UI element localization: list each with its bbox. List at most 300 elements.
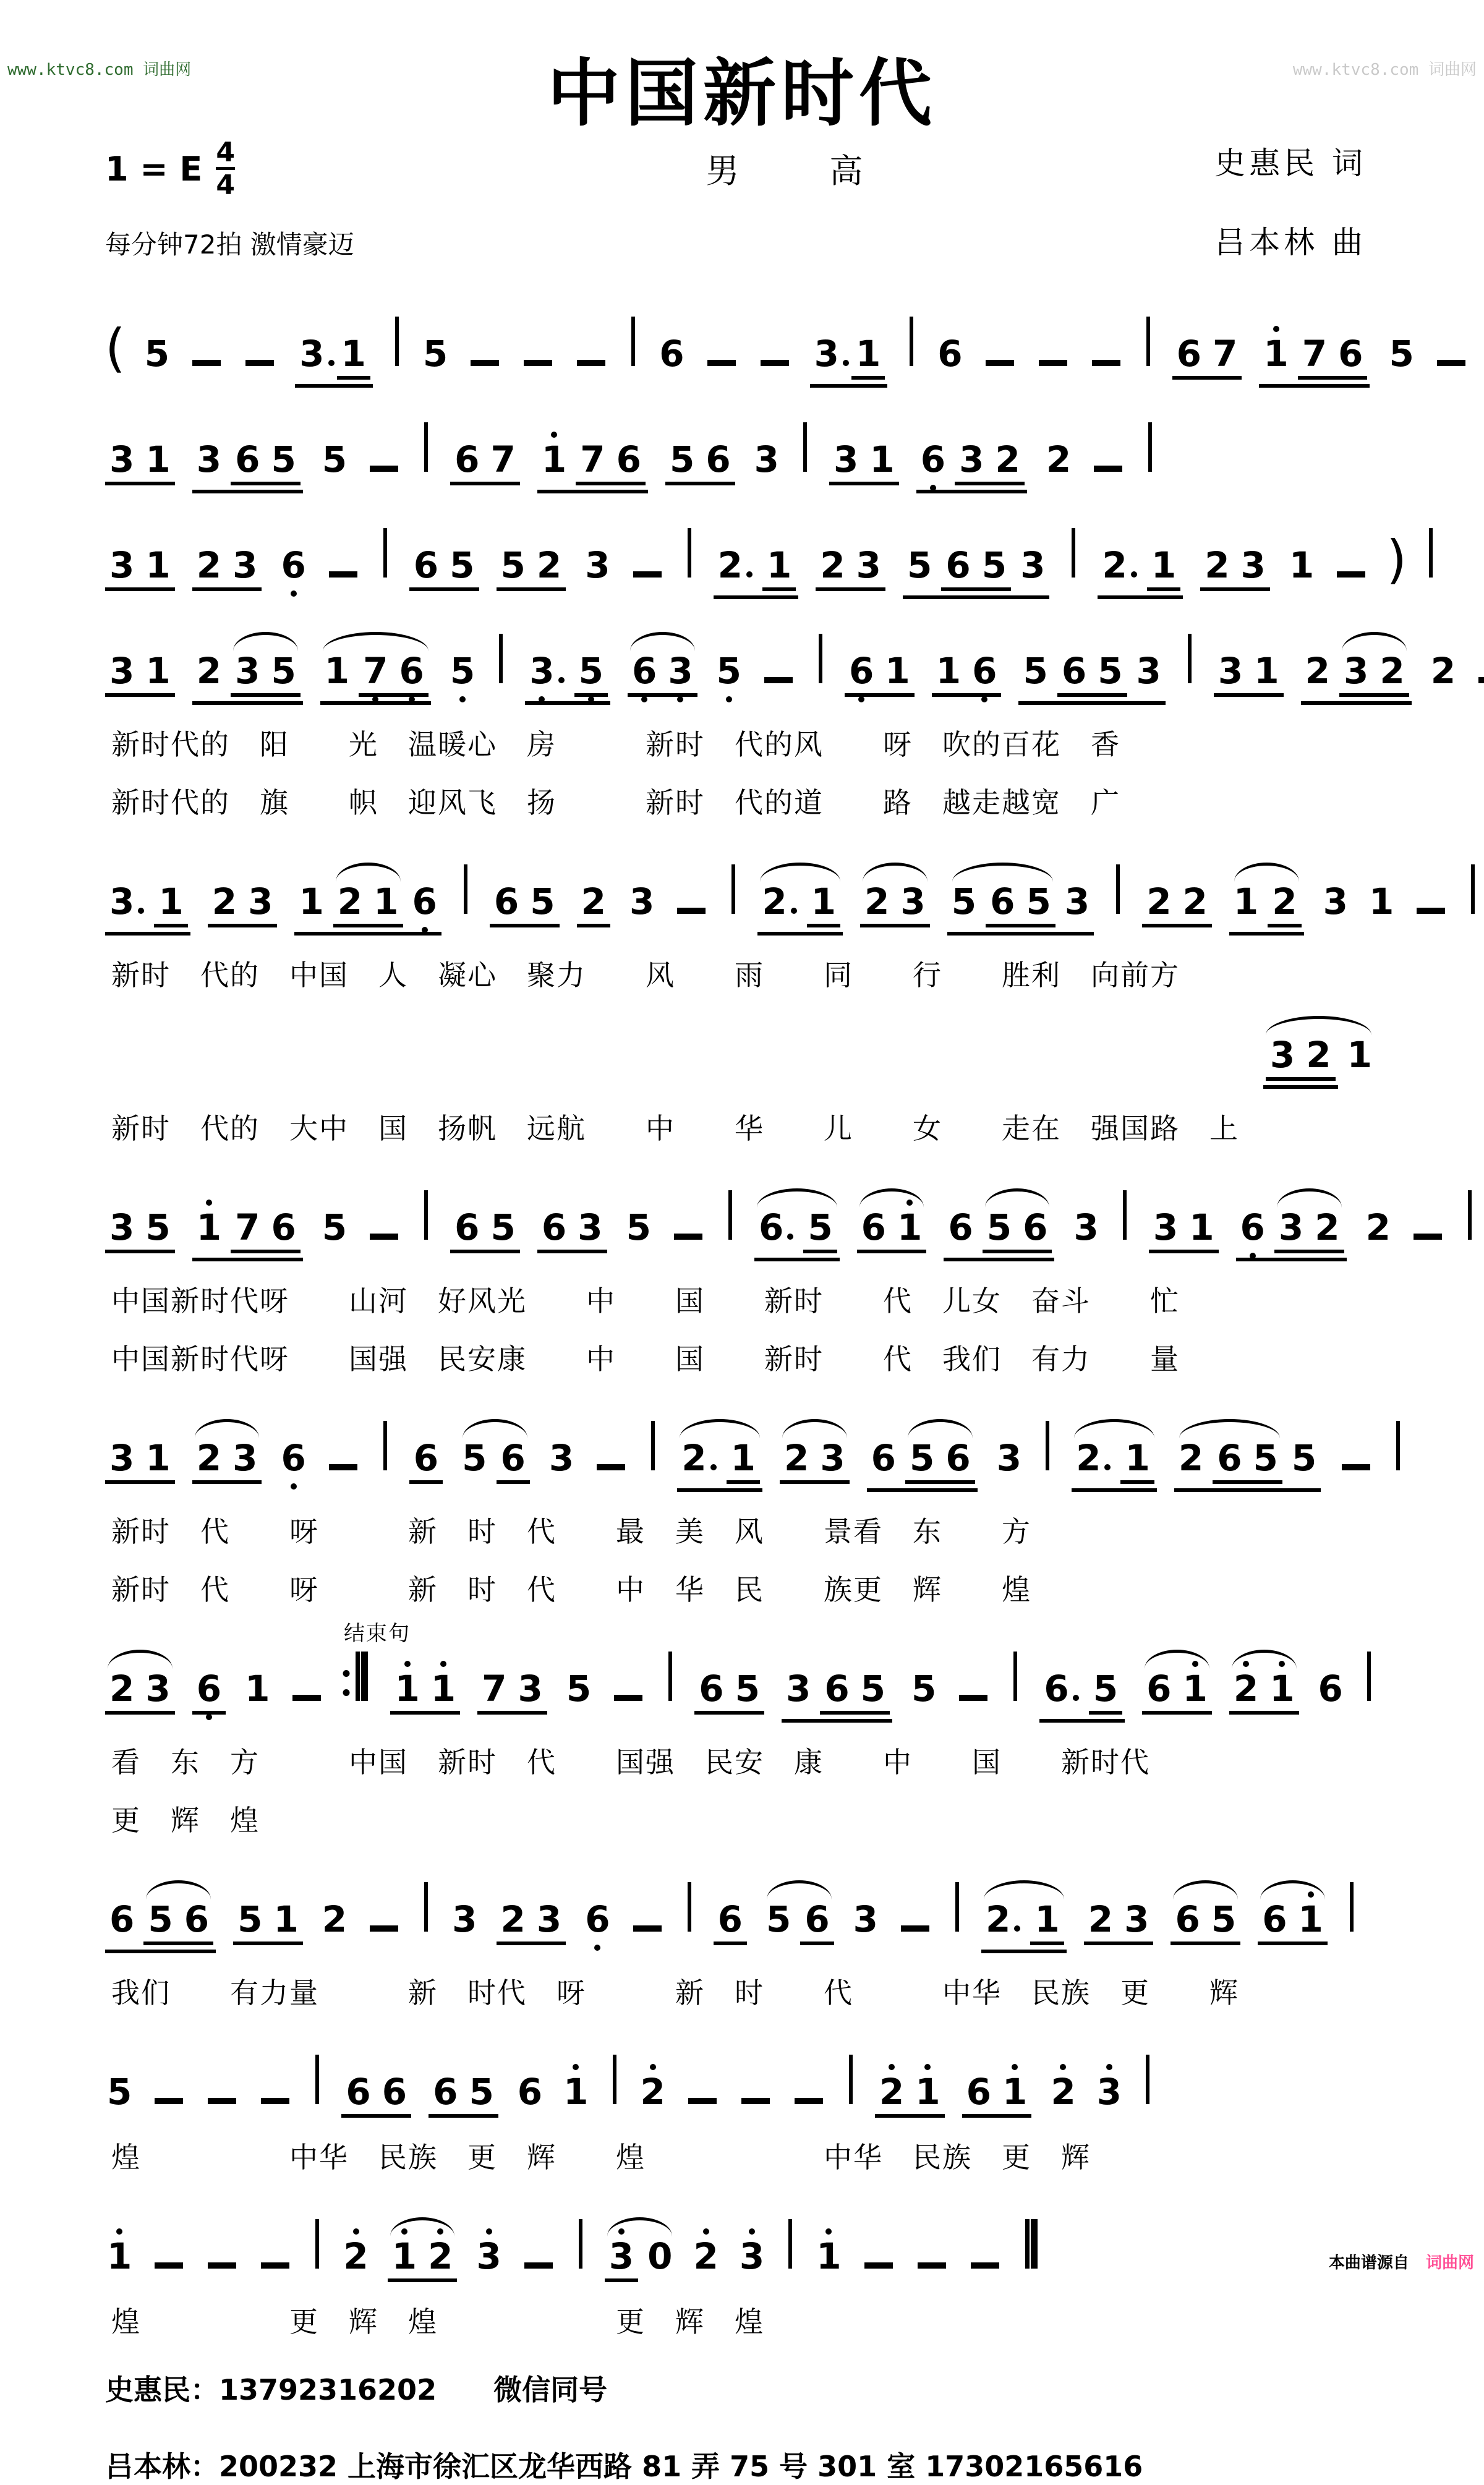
gap [223,682,231,683]
octave-dot-below [677,696,683,702]
gap [433,471,450,472]
duration-dot [746,571,753,578]
slur [1258,1898,1328,1945]
gap [726,1700,733,1701]
time-signature [216,136,235,201]
octave-dot-above [1106,2064,1112,2070]
gap [1067,1930,1084,1932]
note-digit: 1 [1263,332,1289,375]
duration-dash [1092,360,1120,366]
note [905,543,934,586]
beam-group [727,1436,760,1484]
gap [1080,576,1098,578]
note-digit: 3 [814,332,839,375]
gap [147,913,154,914]
beam-group [1301,649,1412,705]
gap [629,1469,646,1470]
note-digit: 6 [1044,1667,1069,1710]
note [105,2235,134,2277]
gap [665,576,683,578]
beam-group [231,649,301,697]
beam-group [409,543,479,591]
note [108,649,136,692]
note-digit: 3 [109,1206,135,1248]
note-digit: 6 [1146,1667,1172,1710]
gap [1289,1930,1297,1932]
note-digit: 1 [1254,649,1279,692]
slur [605,2235,675,2282]
note-digit: 1 [107,2235,132,2277]
note-digit: 3 [518,1667,543,1710]
note [108,438,136,480]
beam-group [932,649,1002,697]
gap [1297,1066,1304,1067]
gap [1125,913,1142,914]
note-digit: 1 [158,880,184,923]
gap [677,1700,694,1701]
gap [303,471,320,472]
beam-group [983,1206,1052,1253]
duration-dash [864,2262,893,2269]
gap [737,1238,754,1240]
gap [134,2103,151,2104]
gap [308,1469,325,1470]
gap [1212,913,1229,914]
note [1216,649,1245,692]
lyrics-line: 煌 中华 民族 更 辉 煌 中华 民族 更 辉 [111,2140,1091,2174]
note-digit: 3 [232,543,258,586]
beam-group [105,1206,175,1253]
gap [610,913,628,914]
gap [950,2267,967,2269]
note-digit: 3 [1217,649,1243,692]
note-digit: 1 [394,1667,420,1710]
note-digit: 2 [1076,1436,1101,1479]
note-digit: 6 [281,543,306,586]
gap [720,2103,738,2104]
gap [1407,576,1424,578]
beam-group [860,880,930,927]
pickup-notes [1263,1011,1391,1089]
gap [735,471,753,472]
octave-dot-above [1192,1661,1198,1667]
gap [361,1469,378,1470]
music-line [105,1856,1484,1953]
note [697,1667,725,1710]
note [1180,1667,1209,1710]
beam-group [1072,1436,1157,1492]
gap [1054,1469,1072,1470]
gap [667,2103,684,2104]
note [784,1667,812,1710]
beam-group [105,880,190,936]
note-digit: 3 [668,649,693,692]
gap [460,1700,477,1701]
note-digit: 2 [211,880,237,923]
gap [303,1238,320,1240]
note [1091,1667,1120,1710]
note [390,2235,419,2277]
note [246,880,275,923]
note [877,2070,906,2113]
note-digit: 1 [145,543,171,586]
gap [326,913,333,914]
note-digit: 6 [500,1436,526,1479]
note-digit: 5 [322,438,348,480]
note [765,543,793,586]
gap [1244,1469,1252,1470]
beam-group [105,1898,216,1953]
gap [1196,682,1214,683]
barline [383,1421,387,1470]
note [450,1898,479,1940]
note [1304,1033,1333,1076]
gap [262,1238,269,1240]
beam-group [981,1898,1067,1953]
duration-dash [901,1925,929,1932]
gap [472,913,490,914]
note [527,649,556,692]
barline [631,317,635,366]
contact-info [105,2368,1484,2485]
beam-group [1236,1206,1347,1261]
gap [1260,1700,1268,1701]
gap [1180,1238,1187,1240]
gap [392,1469,409,1470]
note-digit: 2 [762,880,787,923]
gap [223,471,231,472]
note-digit: 3 [529,649,555,692]
gap [443,1469,460,1470]
barline [1350,1882,1354,1932]
gap [136,471,143,472]
note [1024,880,1052,923]
gap [897,2267,914,2269]
gap [1305,1238,1313,1240]
beam-group [1142,880,1212,927]
note [913,2070,942,2113]
gap [1240,1930,1258,1932]
beam-group [390,1667,460,1715]
note [105,2070,134,2113]
note [1336,332,1365,375]
duration-dot [138,908,144,914]
slur [231,649,301,697]
gap [402,471,419,472]
gap [520,1238,537,1240]
barline [613,2055,616,2104]
note [429,1667,458,1710]
note-digit: 6 [454,1206,480,1248]
gap [1017,913,1024,914]
beam-group [154,880,187,927]
note-digit: 2 [693,2235,719,2277]
note [182,1898,211,1940]
beam-group [525,649,610,705]
gap [136,1238,143,1240]
note [1209,1898,1238,1940]
note-digit: 3 [785,1667,811,1710]
note [1252,649,1281,692]
note [1290,1436,1318,1479]
note [738,2235,766,2277]
gap [915,682,932,683]
barline [464,864,467,914]
note-digit: 3 [578,1206,603,1248]
duration-dot [328,360,335,366]
octave-dot-below [594,1945,600,1951]
beam-group [1229,1667,1299,1715]
beam-group [537,438,648,493]
note [320,1206,349,1248]
note-digit: 1 [936,649,962,692]
gap [187,2267,204,2269]
note-digit: 6 [413,543,439,586]
gap [544,2103,561,2104]
note-digit: 6 [717,1898,743,1940]
beam-group [762,543,796,591]
gap [1115,1930,1122,1932]
beam-group [295,332,373,388]
note-digit: 6 [1061,649,1087,692]
gap [926,1238,944,1240]
gap [1290,365,1298,366]
note-digit: 3 [1136,649,1161,692]
note [1063,880,1091,923]
note [1215,1436,1243,1479]
gap [898,1469,905,1470]
beam-group [1268,880,1301,927]
note [847,649,876,692]
gap [560,913,577,914]
note [1429,649,1457,692]
note-digit: 1 [730,1436,756,1479]
octave-dot-above [353,2228,359,2235]
gap [1018,365,1035,366]
duration-dash [261,2098,289,2104]
gap [324,2267,341,2269]
note [704,438,732,480]
note-digit: 2 [1046,438,1072,480]
gap [659,682,666,683]
note [297,332,326,375]
beam-group [1030,1898,1064,1945]
note [108,1898,136,1940]
note [1122,1898,1151,1940]
beam-group [1200,543,1270,591]
gap [171,365,189,366]
gap [858,2103,875,2104]
note-digit: 7 [1213,332,1238,375]
note-digit: 3 [548,1436,574,1479]
gap [503,365,520,366]
note [143,1206,172,1248]
beam-group [320,649,431,705]
gap [1023,1930,1030,1932]
gap [1132,1238,1149,1240]
gap [527,1930,535,1932]
beam-group [192,438,303,493]
note [908,1436,936,1479]
note [233,1206,262,1248]
gap [1347,1238,1364,1240]
note-digit: 3 [1323,880,1348,923]
barline [315,2219,319,2269]
gap [697,682,715,683]
duration-dash [986,360,1014,366]
octave-dot-above [573,2064,579,2070]
gap [1101,1238,1118,1240]
octave-dot-below [539,696,545,702]
gap [351,682,359,683]
note [499,1898,527,1940]
barline [579,2219,582,2269]
beam-group [986,880,1055,927]
gap [793,1930,800,1932]
slur [677,1436,762,1492]
gap [899,471,916,472]
note-digit: 6 [920,438,946,480]
sheet-music-page [0,51,1484,2483]
gap [422,1700,429,1701]
note-digit: 5 [1291,1436,1317,1479]
gap [489,1469,497,1470]
note [646,2235,674,2277]
note [372,880,400,923]
duration-dash [1417,908,1445,914]
slur [780,1436,850,1484]
beam-group [905,1436,975,1484]
gap [774,2103,791,2104]
note [492,880,521,923]
gap [403,913,411,914]
note-digit: 3 [900,880,926,923]
note [753,438,781,480]
slur [950,880,1055,927]
note [1261,332,1290,375]
gap [431,682,448,683]
beam-group [816,543,885,591]
beam-group [1142,1667,1212,1715]
beam-group [143,1898,213,1945]
barline [651,1421,655,1470]
note [393,1667,421,1710]
note-digit: 6 [1318,1667,1343,1710]
source-site-link[interactable]: 词曲网 [1425,2254,1474,2272]
beam-group [192,543,262,591]
gap [223,1238,231,1240]
note-digit: 2 [1233,1667,1259,1710]
gap [216,1930,233,1932]
barline [1429,528,1433,578]
gap [612,576,629,578]
lyrics-line: 新时代的 旗 帜 迎风飞 扬 新时 代的道 路 越走越宽 广 [111,785,1120,819]
beam-group [845,649,915,697]
gap [136,1930,143,1932]
note [1145,1667,1173,1710]
beam-group [810,332,888,388]
slur [1339,649,1409,697]
note [535,543,563,586]
duration-dot [1014,1925,1020,1932]
octave-dot-above [1308,1891,1314,1898]
note [535,1898,563,1940]
note [143,438,172,480]
note-digit: 6 [413,1436,439,1479]
slur [1263,1033,1374,1089]
gap [781,471,798,472]
octave-dot-above [486,2228,492,2235]
gap [479,1930,497,1932]
duration-dash [741,2098,770,2104]
duration-dash [677,908,706,914]
beam-group [497,1898,566,1945]
barline [499,634,503,683]
gap [840,1238,857,1240]
key-tonic: 1 = E [105,149,203,189]
note [957,438,986,480]
duration-dash [1094,466,1122,472]
gap [646,1700,663,1701]
gap [224,365,242,366]
beam-group [754,1206,840,1261]
gap [226,1700,243,1701]
note [499,1436,527,1479]
gap [1416,365,1433,366]
duration-dot [1131,571,1137,578]
note-digit: 3 [834,438,859,480]
lyrics-line: 新时 代的 中国 人 凝心 聚力 风 雨 同 行 胜利 向前方 [111,958,1180,992]
gap [1338,1066,1345,1067]
gap [827,682,845,683]
note [950,880,978,923]
duration-dash [524,2262,553,2269]
note-digit: 5 [450,543,475,586]
note [236,1898,264,1940]
note-digit: 1 [541,438,567,480]
note [1074,1436,1102,1479]
note [863,880,891,923]
barline [395,317,399,366]
credits [1214,139,1367,262]
note-digit: 6 [196,1667,222,1710]
duration-dash [1414,1234,1442,1240]
gap [264,1930,271,1932]
gap [963,682,970,683]
note [666,649,694,692]
music-line [105,2193,1484,2282]
beam-group [829,438,899,485]
slur [1142,1667,1212,1715]
gap [1022,1700,1039,1701]
octave-dot-below [459,696,466,702]
beam-group [807,880,840,927]
lyrics-line: 煌 更 辉 煌 更 辉 煌 [111,2304,764,2338]
beam-group [1171,1898,1240,1945]
music-line [105,608,1484,705]
gap [1003,2267,1020,2269]
beam-group [857,1206,927,1253]
gap [892,1700,910,1701]
gap [607,471,615,472]
duration-dash [208,2098,236,2104]
duration-dot [843,360,849,366]
duration-dash [633,571,662,578]
meta-left [105,136,354,262]
note [1123,1436,1151,1479]
gap [696,576,714,578]
note-digit: 5 [462,1436,487,1479]
